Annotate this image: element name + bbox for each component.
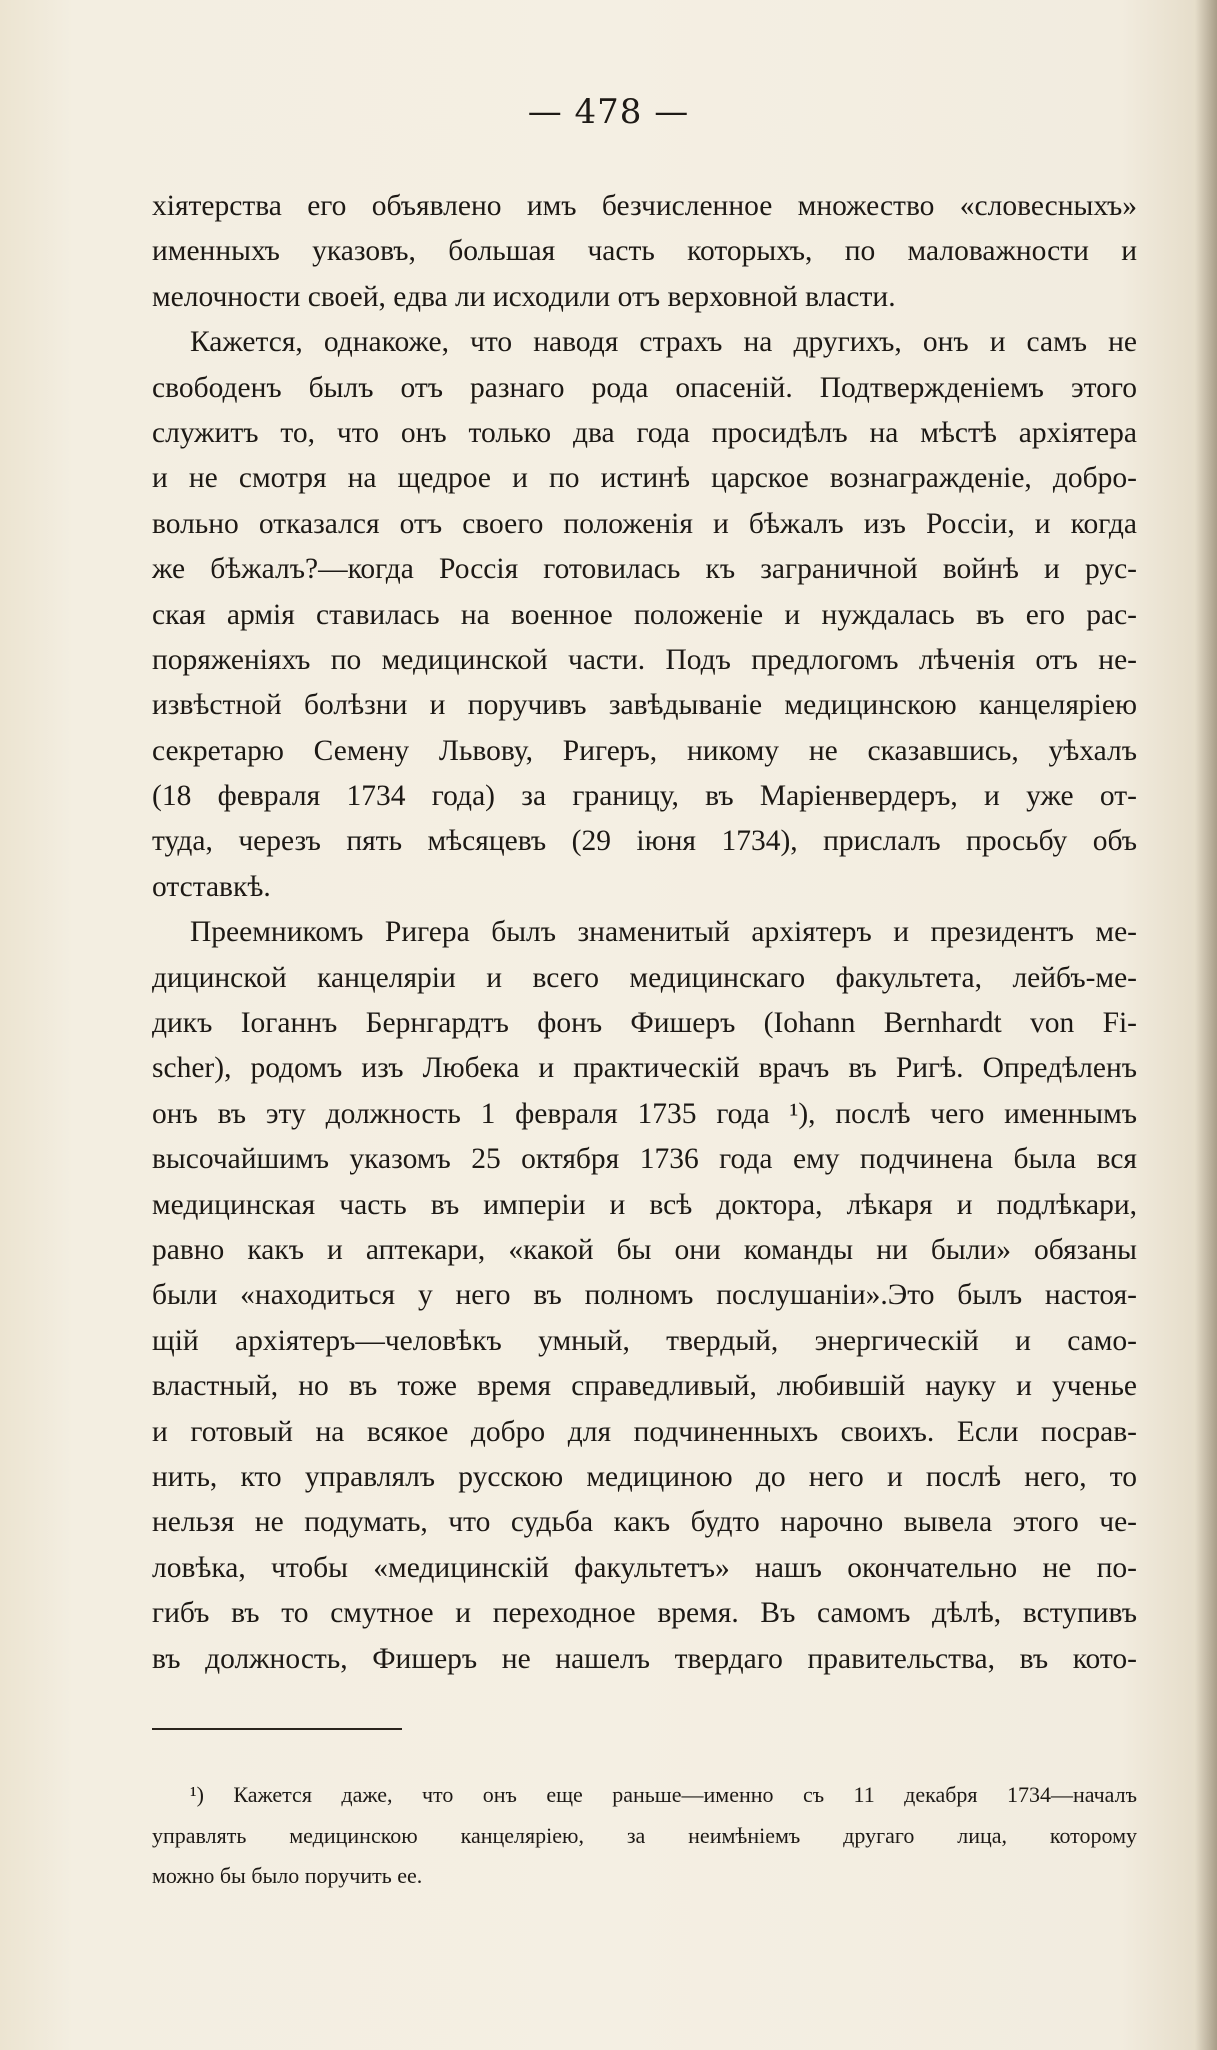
text-line: ская армія ставилась на военное положеніе и нуждалась въ его рас- <box>152 598 1137 631</box>
text-line: мелочности своей, едва ли исходили отъ верховной власти. <box>152 280 896 313</box>
footnote-line: управлять медицинскою канцеляріею, за неимѣніемъ другаго лица, которому <box>152 1822 1137 1848</box>
text-line: поряженіяхъ по медицинской части. Подъ предлогомъ лѣченія отъ не- <box>152 643 1137 676</box>
text-line: дикъ Іоганнъ Бернгардтъ фонъ Фишеръ (Iohann Bernhardt von Fi- <box>152 1007 1137 1040</box>
text-line: медицинская часть въ имперіи и всѣ доктора, лѣкаря и подлѣкари, <box>152 1188 1137 1221</box>
text-line: извѣстной болѣзни и поручивъ завѣдываніе медицинскою канцеляріею <box>152 689 1137 722</box>
page-edge-shadow <box>1195 0 1217 2050</box>
body-text <box>152 184 1137 1682</box>
text-line: свободенъ былъ отъ разнаго рода опасеній. Подтвержденіемъ этого <box>152 371 1137 404</box>
text-line: высочайшимъ указомъ 25 октября 1736 года ему подчинена была вся <box>152 1143 1137 1176</box>
text-line: же бѣжалъ?—когда Россія готовилась къ заграничной войнѣ и рус- <box>152 553 1137 586</box>
footnote-line: можно бы было поручить ее. <box>152 1863 423 1888</box>
text-line: гибъ въ то смутное и переходное время. Въ самомъ дѣлѣ, вступивъ <box>152 1597 1137 1630</box>
text-line: Преемникомъ Ригера былъ знаменитый архіятеръ и президентъ ме- <box>190 916 1137 949</box>
text-line: Кажется, однакоже, что наводя страхъ на другихъ, онъ и самъ не <box>190 326 1137 359</box>
text-line: щій архіятеръ—человѣкъ умный, твердый, энергическій и само- <box>152 1324 1137 1357</box>
text-line: нельзя не подумать, что судьба какъ будто нарочно вывела этого че- <box>152 1506 1137 1539</box>
text-line: властный, но въ тоже время справедливый, любившій науку и ученье <box>152 1370 1137 1403</box>
text-line: онъ въ эту должность 1 февраля 1735 года ¹), послѣ чего именнымъ <box>152 1097 1137 1130</box>
text-line: дицинской канцеляріи и всего медицинскаго факультета, лейбъ-ме- <box>152 961 1137 994</box>
footnote-line: ¹) Кажется даже, что онъ еще раньше—именно съ 11 декабря 1734—началъ <box>190 1782 1137 1807</box>
text-line: служитъ то, что онъ только два года просидѣлъ на мѣстѣ архіятера <box>152 416 1137 449</box>
text-line: отставкѣ. <box>152 870 271 903</box>
text-line: въ должность, Фишеръ не нашелъ твердаго правительства, въ кото- <box>152 1642 1137 1675</box>
text-line: секретарю Семену Львову, Ригеръ, никому не сказавшись, уѣхалъ <box>152 734 1137 767</box>
text-line: вольно отказался отъ своего положенія и бѣжалъ изъ Россіи, и когда <box>152 507 1137 540</box>
text-line: и готовый на всякое добро для подчиненныхъ своихъ. Если посрав- <box>152 1415 1137 1448</box>
text-line: (18 февраля 1734 года) за границу, въ Маріенвердеръ, и уже от- <box>152 780 1137 813</box>
page-number: — 478 — <box>527 92 690 132</box>
footnote <box>152 1775 1137 1897</box>
text-line: и не смотря на щедрое и по истинѣ царское вознагражденіе, добро- <box>152 462 1137 495</box>
text-line: равно какъ и аптекари, «какой бы они команды ни были» обязаны <box>152 1233 1137 1266</box>
footnote-divider <box>152 1728 402 1730</box>
text-line: ловѣка, чтобы «медицинскій факультетъ» нашъ окончательно не по- <box>152 1551 1137 1584</box>
text-line: нить, кто управлялъ русскою медициною до него и послѣ него, то <box>152 1460 1137 1493</box>
text-line: scher), родомъ изъ Любека и практическій врачъ въ Ригѣ. Опредѣленъ <box>152 1052 1137 1085</box>
text-line: туда, черезъ пять мѣсяцевъ (29 іюня 1734), прислалъ просьбу объ <box>152 825 1137 858</box>
text-line: хіятерства его объявлено имъ безчисленное множество «словесныхъ» <box>152 190 1137 222</box>
text-line: именныхъ указовъ, большая часть которыхъ, по маловажности и <box>152 235 1137 268</box>
text-line: были «находиться у него въ полномъ послушаніи».Это былъ настоя- <box>152 1279 1137 1312</box>
